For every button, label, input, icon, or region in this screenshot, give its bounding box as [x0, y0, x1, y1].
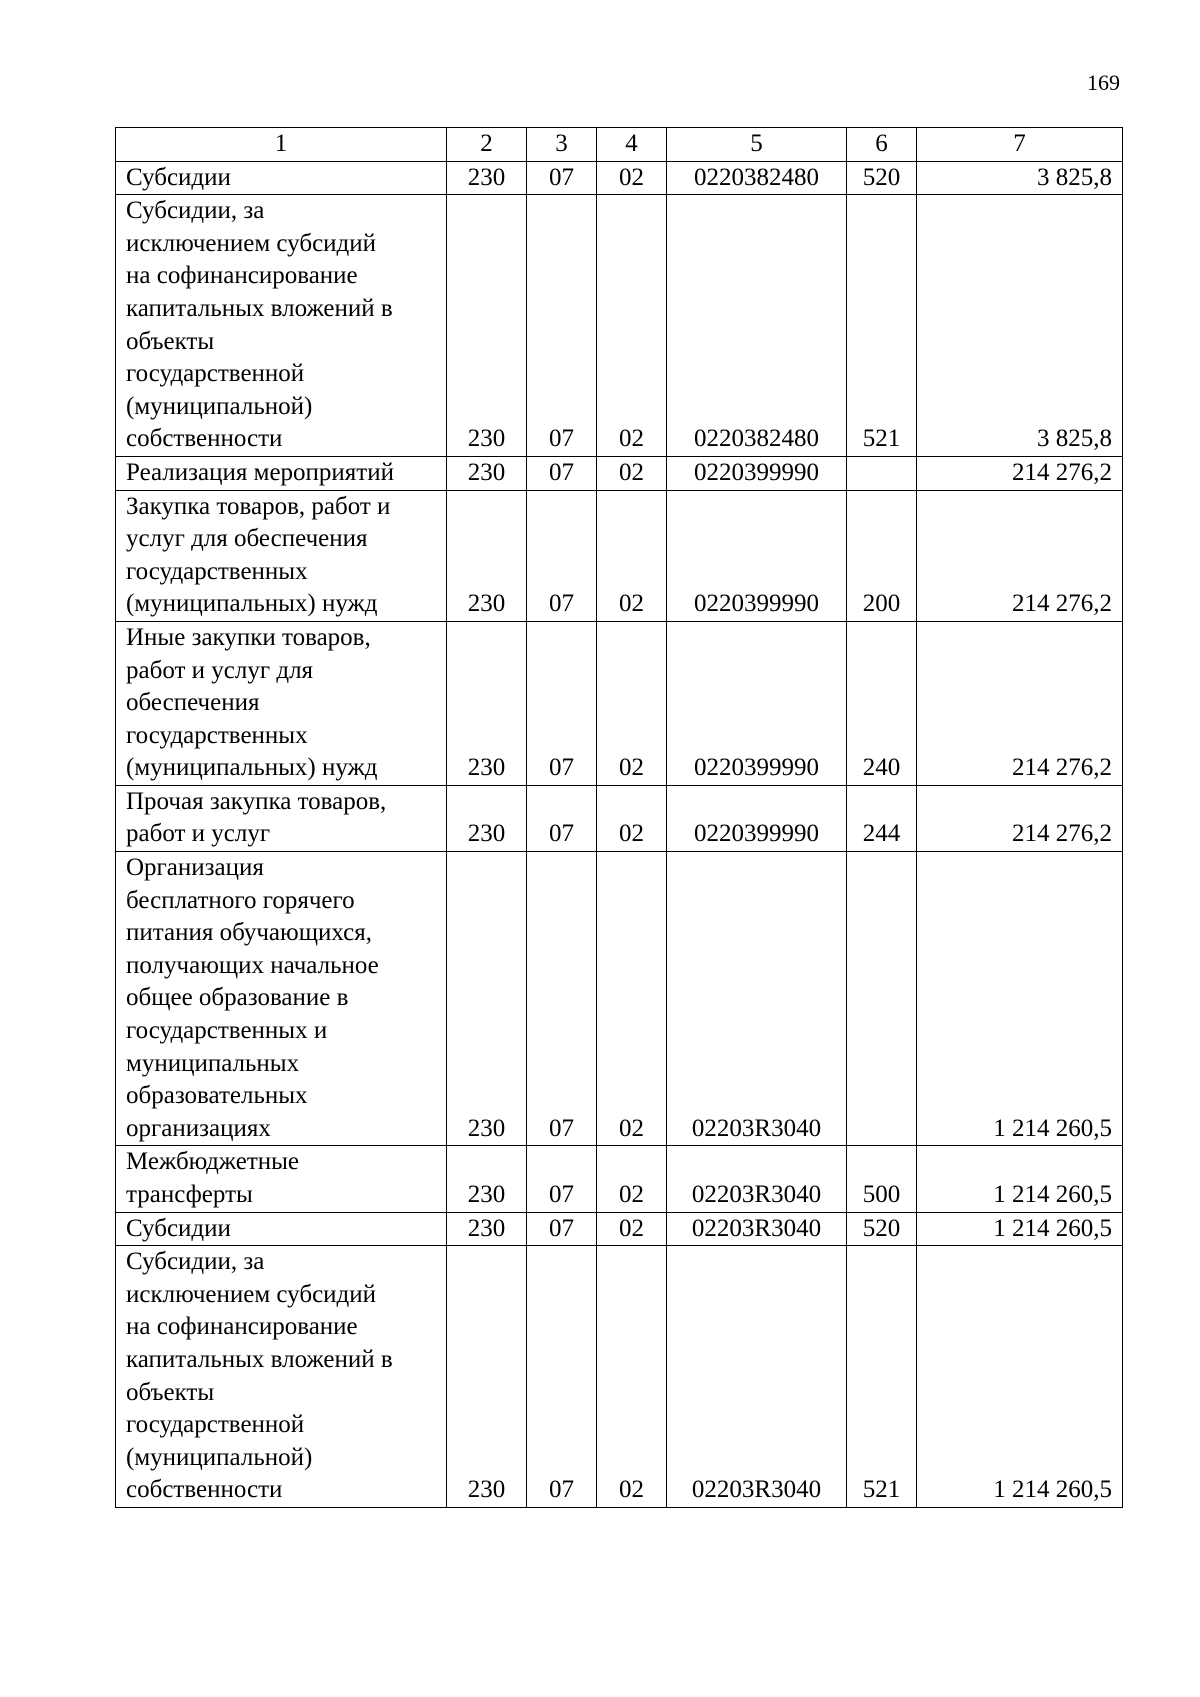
cell-name-line: работ и услуг	[126, 820, 271, 848]
cell-name-line: Иные закупки товаров,	[126, 623, 371, 651]
cell-name-line: объекты	[126, 327, 215, 355]
cell-name-line: образовательных	[126, 1082, 308, 1110]
cell-name-line: (муниципальных) нужд	[126, 590, 378, 618]
cell-grbs: 230	[447, 785, 527, 851]
cell-target-code: 0220382480	[667, 195, 847, 457]
cell-grbs: 230	[447, 490, 527, 621]
cell-target-code: 0220399990	[667, 490, 847, 621]
cell-target-code: 0220399990	[667, 621, 847, 785]
cell-name	[116, 195, 447, 457]
cell-name	[116, 785, 447, 851]
cell-target-code: 0220399990	[667, 456, 847, 490]
cell-section: 07	[527, 195, 597, 457]
cell-name-line: Субсидии, за	[126, 197, 265, 225]
cell-name-line: государственных	[126, 557, 308, 585]
cell-name-line: исключением субсидий	[126, 229, 377, 257]
cell-name-line: собственности	[126, 425, 283, 453]
cell-amount: 214 276,2	[917, 456, 1123, 490]
cell-name-line: государственных и	[126, 1017, 328, 1045]
cell-name-line: на софинансирование	[126, 1313, 358, 1341]
cell-name-line: Субсидии	[126, 163, 231, 191]
cell-amount: 1 214 260,5	[917, 1212, 1123, 1246]
cell-name	[116, 1246, 447, 1508]
cell-amount: 214 276,2	[917, 490, 1123, 621]
cell-grbs: 230	[447, 1146, 527, 1212]
cell-grbs: 230	[447, 456, 527, 490]
cell-name-line: исключением субсидий	[126, 1280, 377, 1308]
cell-name	[116, 852, 447, 1146]
cell-amount: 1 214 260,5	[917, 1246, 1123, 1508]
cell-target-code: 0220382480	[667, 161, 847, 195]
cell-name-line: на софинансирование	[126, 262, 358, 290]
page-number: 169	[1087, 70, 1120, 95]
cell-amount: 1 214 260,5	[917, 852, 1123, 1146]
cell-name-line: государственной	[126, 360, 305, 388]
cell-expense-type: 500	[847, 1146, 917, 1212]
cell-grbs: 230	[447, 1246, 527, 1508]
cell-expense-type: 200	[847, 490, 917, 621]
table-row	[116, 456, 1123, 490]
cell-name-line: Закупка товаров, работ и	[126, 492, 391, 520]
cell-name-line: трансферты	[126, 1181, 253, 1208]
cell-name-line: капитальных вложений в	[126, 1345, 393, 1373]
cell-target-code: 0220399990	[667, 785, 847, 851]
cell-expense-type: 244	[847, 785, 917, 851]
cell-expense-type	[847, 456, 917, 490]
cell-amount: 214 276,2	[917, 621, 1123, 785]
cell-name-line: Субсидии	[126, 1214, 231, 1242]
cell-section: 07	[527, 785, 597, 851]
cell-name-line: бесплатного горячего	[126, 886, 355, 914]
cell-expense-type: 520	[847, 161, 917, 195]
cell-amount: 1 214 260,5	[917, 1146, 1123, 1212]
cell-name-line: государственной	[126, 1411, 305, 1439]
cell-expense-type: 520	[847, 1212, 917, 1246]
cell-name	[116, 161, 447, 195]
table-row	[116, 785, 1123, 851]
cell-grbs: 230	[447, 195, 527, 457]
cell-section: 07	[527, 852, 597, 1146]
cell-subsection: 02	[597, 852, 667, 1146]
cell-name-line: организациях	[126, 1114, 271, 1142]
budget-table	[115, 127, 1123, 1508]
table-row	[116, 1246, 1123, 1508]
cell-name-line: Субсидии, за	[126, 1248, 265, 1276]
cell-section: 07	[527, 1246, 597, 1508]
cell-name	[116, 456, 447, 490]
cell-name-line: (муниципальной)	[126, 1443, 313, 1471]
column-header-4: 4	[597, 128, 667, 162]
cell-subsection: 02	[597, 785, 667, 851]
table-row	[116, 1146, 1123, 1212]
cell-subsection: 02	[597, 621, 667, 785]
table-row	[116, 1212, 1123, 1246]
cell-name-line: Организация	[126, 854, 264, 882]
column-header-2: 2	[447, 128, 527, 162]
cell-subsection: 02	[597, 1146, 667, 1212]
cell-subsection: 02	[597, 1212, 667, 1246]
cell-subsection: 02	[597, 195, 667, 457]
cell-grbs: 230	[447, 852, 527, 1146]
cell-expense-type: 521	[847, 195, 917, 457]
table-row	[116, 195, 1123, 457]
cell-name-line: питания обучающихся,	[126, 919, 372, 947]
cell-name	[116, 1212, 447, 1246]
cell-name-line: капитальных вложений в	[126, 294, 393, 322]
column-header-3: 3	[527, 128, 597, 162]
table-row	[116, 852, 1123, 1146]
cell-expense-type: 240	[847, 621, 917, 785]
column-header-1: 1	[116, 128, 447, 162]
column-header-7: 7	[917, 128, 1123, 162]
cell-section: 07	[527, 161, 597, 195]
table-header-row	[116, 128, 1123, 162]
cell-name	[116, 1146, 447, 1212]
cell-expense-type: 521	[847, 1246, 917, 1508]
cell-name	[116, 490, 447, 621]
cell-target-code: 02203R3040	[667, 1212, 847, 1246]
cell-grbs: 230	[447, 621, 527, 785]
cell-name-line: услуг для обеспечения	[126, 525, 368, 553]
cell-amount: 3 825,8	[917, 195, 1123, 457]
cell-name	[116, 621, 447, 785]
cell-section: 07	[527, 1212, 597, 1246]
column-header-6: 6	[847, 128, 917, 162]
cell-name-line: государственных	[126, 721, 308, 749]
cell-section: 07	[527, 490, 597, 621]
cell-name-line: собственности	[126, 1476, 283, 1504]
cell-name-line: получающих начальное	[126, 951, 379, 979]
cell-target-code: 02203R3040	[667, 1246, 847, 1508]
column-header-5: 5	[667, 128, 847, 162]
cell-expense-type	[847, 852, 917, 1146]
cell-amount: 3 825,8	[917, 161, 1123, 195]
cell-name-line: Прочая закупка товаров,	[126, 787, 387, 815]
cell-name-line: (муниципальных) нужд	[126, 754, 378, 782]
cell-subsection: 02	[597, 161, 667, 195]
cell-name-line: обеспечения	[126, 689, 260, 717]
cell-target-code: 02203R3040	[667, 852, 847, 1146]
cell-target-code: 02203R3040	[667, 1146, 847, 1212]
cell-subsection: 02	[597, 456, 667, 490]
cell-section: 07	[527, 621, 597, 785]
cell-name-line: работ и услуг для	[126, 656, 314, 684]
cell-name-line: муниципальных	[126, 1049, 300, 1077]
table-row	[116, 161, 1123, 195]
cell-section: 07	[527, 456, 597, 490]
table-row	[116, 621, 1123, 785]
cell-amount: 214 276,2	[917, 785, 1123, 851]
cell-grbs: 230	[447, 161, 527, 195]
cell-subsection: 02	[597, 1246, 667, 1508]
cell-name-line: Реализация мероприятий	[126, 458, 394, 486]
cell-name-line: Межбюджетные	[126, 1148, 300, 1176]
cell-section: 07	[527, 1146, 597, 1212]
table-body	[116, 128, 1123, 1508]
cell-name-line: общее образование в	[126, 984, 349, 1012]
table-row	[116, 490, 1123, 621]
cell-grbs: 230	[447, 1212, 527, 1246]
cell-name-line: (муниципальной)	[126, 392, 313, 420]
cell-name-line: объекты	[126, 1378, 215, 1406]
cell-subsection: 02	[597, 490, 667, 621]
